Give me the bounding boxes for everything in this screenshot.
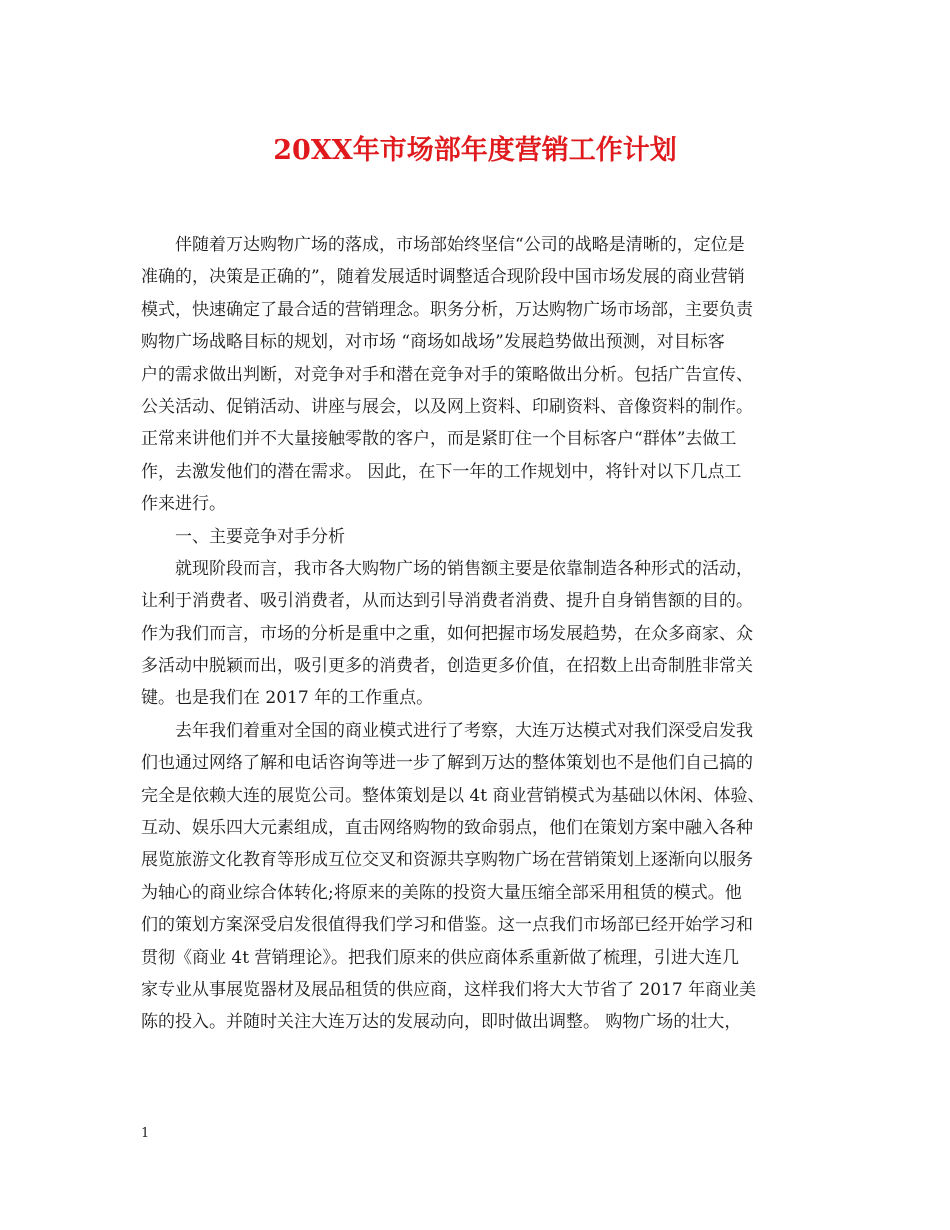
body-line: 一、主要竞争对手分析 [175,526,345,547]
body-line: 让利于消费者、吸引消费者，从而达到引导消费者消费、提升自身销售额的目的。 [141,591,753,612]
body-line: 伴随着万达购物广场的落成，市场部始终坚信“公司的战略是清晰的，定位是 [175,235,745,255]
body-line: 作，去激发他们的潜在需求。 因此，在下一年的工作规划中，将针对以下几点工 [141,461,742,482]
body-line: 去年我们着重对全国的商业模式进行了考察，大连万达模式对我们深受启发我 [175,720,753,741]
body-line: 就现阶段而言，我市各大购物广场的销售额主要是依靠制造各种形式的活动， [175,558,753,579]
document-body [141,229,821,1039]
body-line: 为轴心的商业综合体转化;将原来的美陈的投资大量压缩全部采用租赁的模式。他 [141,882,742,903]
body-line: 多活动中脱颖而出，吸引更多的消费者，创造更多价值，在招数上出奇制胜非常关 [141,656,753,677]
document-title: 20XX年市场部年度营销工作计划 [273,135,677,166]
body-line: 们也通过网络了解和电话咨询等进一步了解到万达的整体策划也不是他们自己搞的 [141,753,753,774]
body-line: 购物广场战略目标的规划，对市场 “商场如战场”发展趋势做出预测，对目标客 [141,332,725,353]
body-line: 模式，快速确定了最合适的营销理念。职务分析，万达购物广场市场部，主要负责 [141,299,753,320]
body-line: 展览旅游文化教育等形成互位交叉和资源共享购物广场在营销策划上逐渐向以服务 [141,850,753,871]
body-line: 互动、娱乐四大元素组成，直击网络购物的致命弱点，他们在策划方案中融入各种 [141,818,753,839]
body-line: 贯彻《商业 4t 营销理论》。把我们原来的供应商体系重新做了梳理，引进大连几 [141,947,739,968]
body-line: 户的需求做出判断，对竞争对手和潜在竞争对手的策略做出分析。包括广告宣传、 [141,364,753,385]
page-number: 1 [141,1126,150,1141]
body-line: 完全是依赖大连的展览公司。整体策划是以 4t 商业营销模式为基础以休闲、体验、 [141,785,765,806]
body-line: 陈的投入。并随时关注大连万达的发展动向，即时做出调整。 购物广场的壮大， [141,1012,742,1033]
body-line: 家专业从事展览器材及展品租赁的供应商，这样我们将大大节省了 2017 年商业美 [141,979,757,1000]
body-line: 正常来讲他们并不大量接触零散的客户，而是紧盯住一个目标客户“群体”去做工 [141,429,737,450]
body-line: 公关活动、促销活动、讲座与展会，以及网上资料、印刷资料、音像资料的制作。 [141,396,753,417]
body-line: 键。也是我们在 2017 年的工作重点。 [141,688,434,709]
body-line: 作来进行。 [141,494,226,515]
body-line: 作为我们而言，市场的分析是重中之重，如何把握市场发展趋势，在众多商家、众 [141,623,753,644]
body-line: 们的策划方案深受启发很值得我们学习和借鉴。这一点我们市场部已经开始学习和 [141,915,753,936]
body-line: 准确的，决策是正确的”，随着发展适时调整适合现阶段中国市场发展的商业营销 [141,267,745,288]
